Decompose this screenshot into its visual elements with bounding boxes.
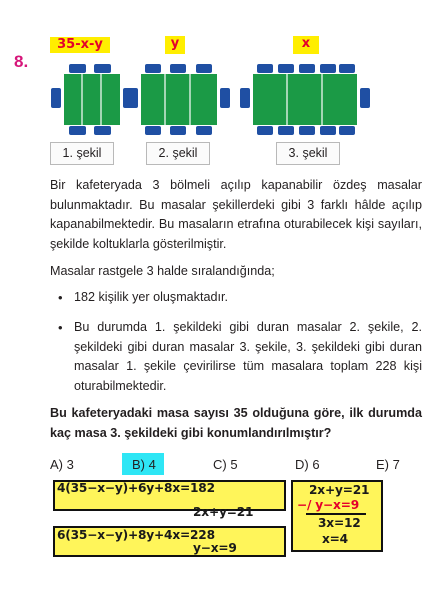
- figure-1-label: 1. şekil: [50, 142, 114, 165]
- choice-b[interactable]: B) 4: [132, 457, 156, 472]
- bullet-item-2: Bu durumda 1. şekildeki gibi duran masalar 2. şekile, 2. şekildeki gibi duran masalar 3. şekile, 3. şekildeki gibi duran masalar 1. şekile çevirilirse tüm masalara toplam 228 kişi oturabilmektedir.: [74, 320, 422, 393]
- figure-2-label: 2. şekil: [146, 142, 210, 165]
- choice-d[interactable]: D) 6: [295, 457, 320, 472]
- handwritten-right-3: 3x=12: [318, 516, 361, 530]
- figure-3-table: [240, 64, 370, 135]
- subtraction-line: [306, 513, 366, 515]
- handwritten-equation-1: 4(35−x−y)+6y+8x=182: [57, 481, 215, 495]
- question-text: Bu kafeteryadaki masa sayısı 35 olduğuna göre, ilk durumda kaç masa 3. şekildeki gibi konumlandırılmıştır?: [50, 406, 422, 440]
- handwritten-right-1: 2x+y=21: [309, 483, 370, 497]
- annotation-x: x: [293, 36, 319, 54]
- handwritten-right-4: x=4: [322, 532, 348, 546]
- handwritten-equation-3: 6(35−x−y)+8y+4x=228: [57, 528, 215, 542]
- bullet-item-1: 182 kişilik yer oluşmaktadır.: [74, 290, 228, 304]
- question-number: 8.: [14, 52, 29, 71]
- handwritten-right-2: −/ y−x=9: [297, 498, 360, 512]
- bullet-marker-1: •: [58, 290, 63, 305]
- figure-1-table: [51, 64, 133, 135]
- handwritten-equation-2: 2x+y=21: [193, 505, 254, 519]
- annotation-y: y: [165, 36, 185, 54]
- figure-2-table: [128, 64, 230, 135]
- choice-a[interactable]: A) 3: [50, 457, 74, 472]
- figure-3-label: 3. şekil: [276, 142, 340, 165]
- choice-c[interactable]: C) 5: [213, 457, 238, 472]
- condition-paragraph: Masalar rastgele 3 halde sıralandığında;: [50, 264, 275, 278]
- intro-paragraph: Bir kafeteryada 3 bölmeli açılıp kapanabilir özdeş masalar bulunmaktadır. Bu masalar şekillerdeki gibi 3 farklı hâlde açılıp kapanabilmektedir. Bu masaların etrafına oturabilecek kişi sayıları, şekilde koltuklarla gösterilmiştir.: [50, 178, 422, 251]
- annotation-35-x-y: 35-x-y: [50, 37, 110, 53]
- bullet-marker-2: •: [58, 320, 63, 335]
- choice-e[interactable]: E) 7: [376, 457, 400, 472]
- handwritten-equation-4: y−x=9: [193, 541, 237, 555]
